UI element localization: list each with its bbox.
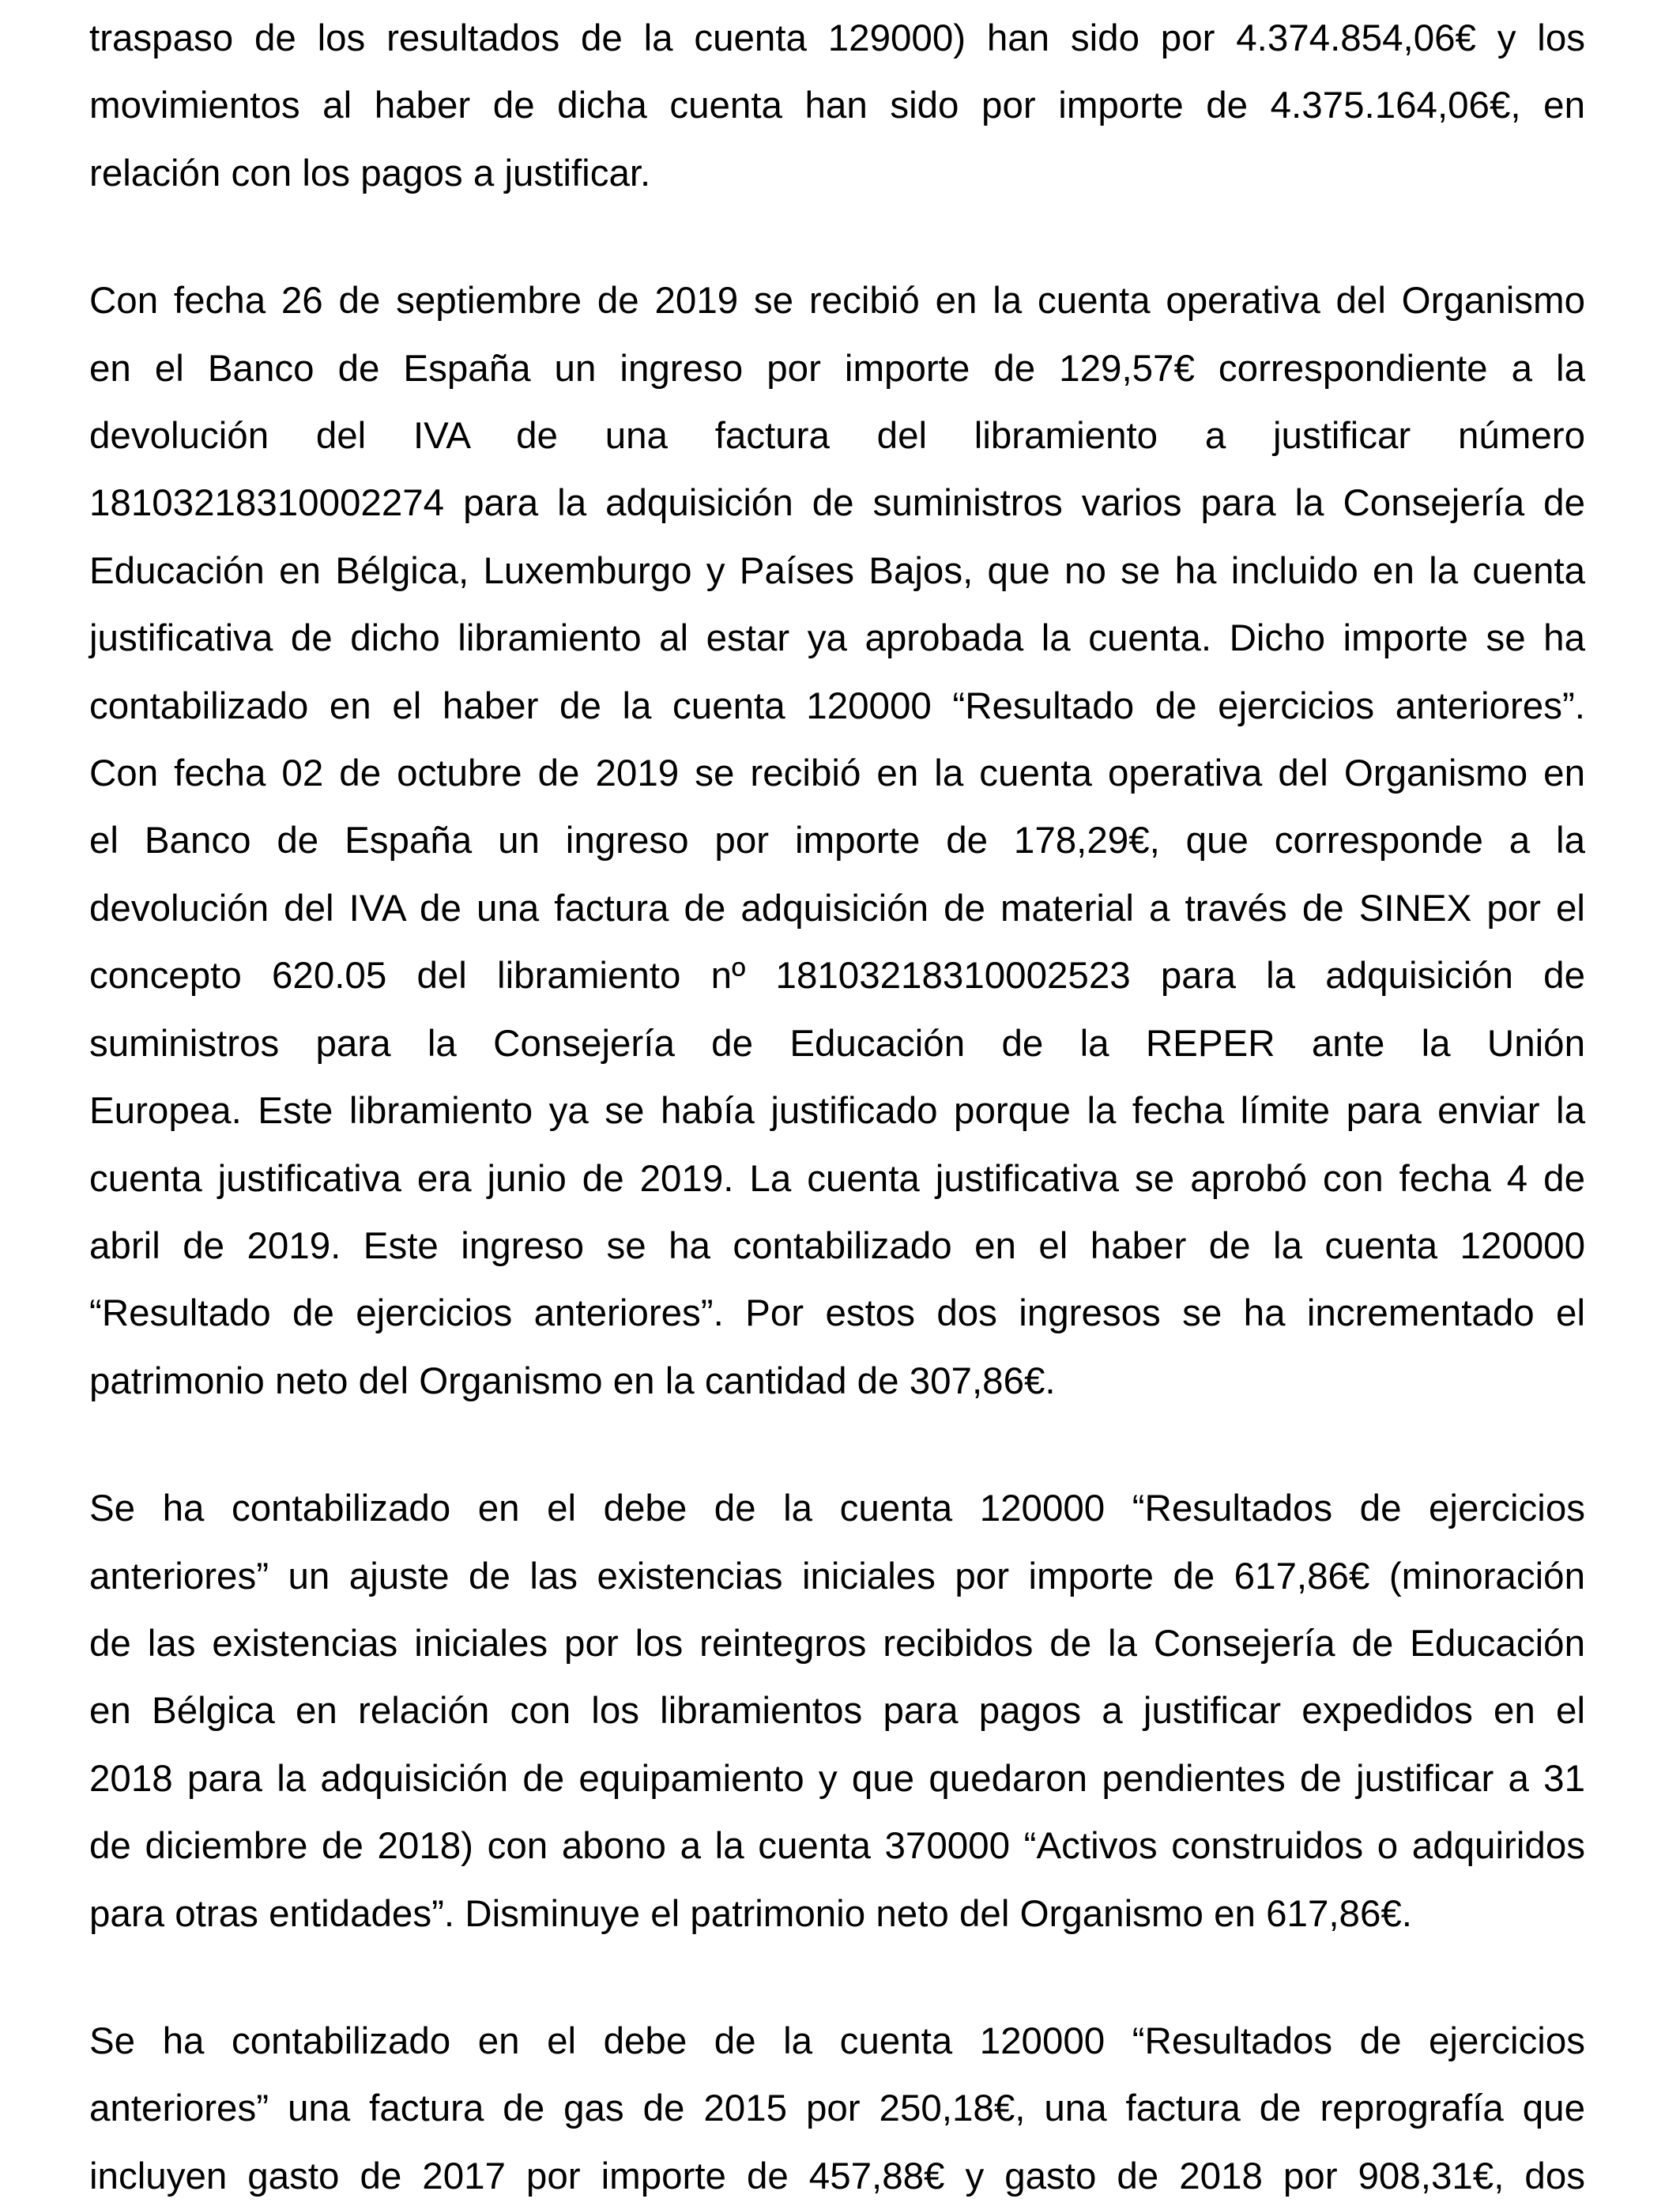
- text-line: Se ha contabilizado en el debe de la cuenta 120000 “Resultados de ejercicios: [89, 1488, 1585, 1530]
- text-line: 18103218310002274 para la adquisición de suministros varios para la Consejería de: [89, 482, 1585, 525]
- text-line: devolución del IVA de una factura del libramiento a justificar número: [89, 415, 1585, 458]
- text-line: en Bélgica en relación con los libramientos para pagos a justificar expedidos en el: [89, 1690, 1585, 1733]
- text-line: Con fecha 26 de septiembre de 2019 se recibió en la cuenta operativa del Organismo: [89, 280, 1585, 322]
- text-line: abril de 2019. Este ingreso se ha contabilizado en el haber de la cuenta 120000: [89, 1224, 1585, 1267]
- text-line: Con fecha 02 de octubre de 2019 se recibió en la cuenta operativa del Organismo en: [89, 752, 1585, 795]
- text-line: 2018 para la adquisición de equipamiento y que quedaron pendientes de justificar a 31: [89, 1757, 1585, 1800]
- text-line: traspaso de los resultados de la cuenta 129000) han sido por 4.374.854,06€ y los: [89, 17, 1585, 59]
- text-line: “Resultado de ejercicios anteriores”. Por estos dos ingresos se ha incrementado el: [89, 1292, 1585, 1335]
- text-line: de diciembre de 2018) con abono a la cuenta 370000 “Activos construidos o adquiridos: [89, 1825, 1585, 1868]
- text-line: cuenta justificativa era junio de 2019. La cuenta justificativa se aprobó con fecha 4 de: [89, 1157, 1585, 1200]
- text-line: para otras entidades”. Disminuye el patrimonio neto del Organismo en 617,86€.: [89, 1892, 1413, 1935]
- text-line: Se ha contabilizado en el debe de la cuenta 120000 “Resultados de ejercicios: [89, 2020, 1585, 2062]
- paragraph-vat-refunds: [89, 267, 1585, 1415]
- paragraph-results-transfer: [89, 5, 1585, 207]
- text-line: anteriores” una factura de gas de 2015 por 250,18€, una factura de reprografía que: [89, 2087, 1585, 2130]
- text-line: incluyen gasto de 2017 por importe de 457,88€ y gasto de 2018 por 908,31€, dos: [89, 2155, 1585, 2197]
- text-line: anteriores” un ajuste de las existencias iniciales por importe de 617,86€ (minoración: [89, 1555, 1585, 1597]
- text-line: en el Banco de España un ingreso por importe de 129,57€ correspondiente a la: [89, 347, 1585, 390]
- paragraph-inventory-adjustment: [89, 1475, 1585, 1948]
- text-line: concepto 620.05 del libramiento nº 18103218310002523 para la adquisición de: [89, 955, 1585, 998]
- text-line: relación con los pagos a justificar.: [89, 152, 651, 194]
- text-line: movimientos al haber de dicha cuenta han sido por importe de 4.375.164,06€, en: [89, 85, 1585, 127]
- text-line: de las existencias iniciales por los reintegros recibidos de la Consejería de Educación: [89, 1622, 1585, 1665]
- text-line: patrimonio neto del Organismo en la cantidad de 307,86€.: [89, 1360, 1056, 1402]
- text-line: el Banco de España un ingreso por importe de 178,29€, que corresponde a la: [89, 820, 1585, 862]
- paragraph-prior-expenses: [89, 2008, 1585, 2210]
- text-line: justificativa de dicho libramiento al estar ya aprobada la cuenta. Dicho importe se ha: [89, 617, 1585, 660]
- text-line: contabilizado en el haber de la cuenta 120000 “Resultado de ejercicios anteriores”.: [89, 684, 1585, 727]
- text-line: devolución del IVA de una factura de adquisición de material a través de SINEX por el: [89, 887, 1585, 930]
- text-line: Europea. Este libramiento ya se había justificado porque la fecha límite para enviar la: [89, 1090, 1585, 1133]
- text-line: suministros para la Consejería de Educación de la REPER ante la Unión: [89, 1022, 1585, 1065]
- document-body: [89, 5, 1585, 2210]
- text-line: Educación en Bélgica, Luxemburgo y Países Bajos, que no se ha incluido en la cuenta: [89, 549, 1585, 592]
